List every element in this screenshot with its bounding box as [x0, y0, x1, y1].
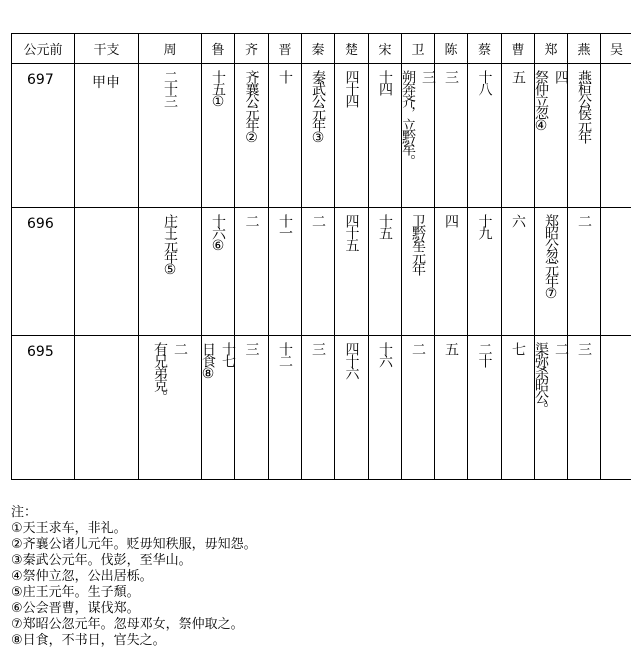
col-header-wu: 吴 [601, 34, 631, 64]
zheng-cell [535, 64, 568, 208]
table-row [12, 208, 631, 336]
cell-text: 四十六 [343, 342, 360, 378]
cell-text: 庄王元年⑤ [162, 214, 178, 276]
col-header-song: 宋 [369, 34, 402, 64]
cell-text: 十八 [476, 70, 493, 94]
cai-cell [468, 64, 502, 208]
chen-cell [435, 64, 468, 208]
jin-cell [269, 64, 302, 208]
cell-text: 朔奔齐，立黔牟。 [400, 70, 416, 166]
header-row [12, 34, 631, 64]
jin-cell [269, 208, 302, 336]
wu-cell [601, 208, 631, 336]
footnote: ④祭仲立忽，公出居栎。 [11, 569, 153, 584]
cell-text: 三 [443, 70, 459, 82]
cao-cell [502, 336, 535, 480]
col-header-qin: 秦 [302, 34, 335, 64]
yan-cell [568, 336, 601, 480]
cell-text: 二十 [476, 342, 493, 366]
qi-cell [235, 208, 269, 336]
footnote: ①天王求车，非礼。 [11, 521, 127, 536]
cell-text: 二 [410, 342, 426, 354]
chu-cell [335, 336, 369, 480]
cai-cell [468, 336, 502, 480]
cell-text: 二 [243, 214, 260, 226]
cao-cell [502, 208, 535, 336]
zheng-cell [535, 208, 568, 336]
footnote: ②齐襄公诸儿元年。贬毋知秩服，毋知怨。 [11, 537, 257, 552]
cell-text: 秦武公元年③ [310, 70, 326, 144]
col-header-zheng: 郑 [535, 34, 568, 64]
jin-cell [269, 336, 302, 480]
col-header-zhou: 周 [139, 34, 202, 64]
cell-text: 四 [553, 70, 569, 82]
cell-text: 二 [172, 342, 188, 354]
cell-text: 十四 [377, 70, 393, 94]
col-header-lu: 鲁 [202, 34, 235, 64]
footnote: ⑥公会晋曹，谋伐郑。 [11, 601, 140, 616]
lu-cell [202, 336, 235, 480]
cell-text: 十六⑥ [210, 214, 226, 252]
col-header-cai: 蔡 [468, 34, 502, 64]
col-header-chu: 楚 [335, 34, 369, 64]
cao-cell [502, 64, 535, 208]
cell-text: 四十五 [343, 214, 360, 250]
chu-cell [335, 64, 369, 208]
year-cell: 697 [27, 72, 54, 88]
wei-cell [402, 208, 435, 336]
lu-cell [202, 208, 235, 336]
cell-text: 十 [277, 70, 293, 82]
chronology-table [11, 33, 631, 480]
cell-text: 有兄弟克。 [152, 342, 168, 402]
footnotes [11, 505, 257, 649]
cell-text: 燕桓公侯元年 [576, 70, 592, 142]
cell-text: 二 [576, 214, 592, 226]
cell-text: 十七 [220, 342, 236, 366]
cell-text: 十二 [277, 342, 293, 366]
yan-cell [568, 64, 601, 208]
cell-text: 五 [510, 70, 526, 82]
col-header-qi: 齐 [235, 34, 269, 64]
col-header-yan: 燕 [568, 34, 601, 64]
cell-text: 十九 [476, 214, 493, 238]
wei-cell [402, 64, 435, 208]
qi-cell [235, 336, 269, 480]
cell-text: 十五 [377, 214, 393, 238]
ganzhi-cell: 甲申 [92, 75, 120, 91]
cell-text: 卫黔牟元年 [410, 214, 426, 274]
cell-text: 五 [443, 342, 459, 354]
zhou-cell [139, 64, 202, 208]
qin-cell [302, 64, 335, 208]
cell-text: 日食⑧ [200, 342, 216, 380]
cell-text: 三 [243, 342, 260, 354]
qi-cell [235, 64, 269, 208]
col-header-chen: 陈 [435, 34, 468, 64]
footnote: ③秦武公元年。伐彭，至华山。 [11, 553, 192, 568]
footnote: ⑤庄王元年。生子頹。 [11, 585, 140, 600]
col-header-ganzhi: 干支 [75, 34, 139, 64]
col-header-jin: 晋 [269, 34, 302, 64]
cell-text: 三 [310, 342, 326, 354]
table-row [12, 64, 631, 208]
col-header-cao: 曹 [502, 34, 535, 64]
chen-cell [435, 208, 468, 336]
cell-text: 四十四 [343, 70, 360, 106]
chu-cell [335, 208, 369, 336]
cell-text: 二 [310, 214, 326, 226]
zhou-cell [139, 336, 202, 480]
cell-text: 十六 [377, 342, 393, 366]
col-header-wei: 卫 [402, 34, 435, 64]
cell-text: 渠弥杀昭公。 [533, 342, 549, 414]
cell-text: 六 [510, 214, 526, 226]
year-cell: 696 [27, 216, 54, 232]
cell-text: 祭仲立忽④ [533, 70, 549, 132]
cell-text: 三 [420, 70, 436, 82]
col-header-year: 公元前 [12, 34, 75, 64]
song-cell [369, 64, 402, 208]
cell-text: 齐襄公元年② [243, 70, 260, 144]
footnote: ⑧日食，不书日，官失之。 [11, 633, 166, 648]
chen-cell [435, 336, 468, 480]
yan-cell [568, 208, 601, 336]
cell-text: 七 [510, 342, 526, 354]
cell-text: 四 [443, 214, 459, 226]
cell-text: 二 [553, 342, 569, 354]
qin-cell [302, 208, 335, 336]
cell-text: 三 [576, 342, 592, 354]
wu-cell [601, 336, 631, 480]
table-row [12, 336, 631, 480]
cell-text: 十一 [277, 214, 293, 238]
cell-text: 十五① [210, 70, 226, 108]
zhou-cell [139, 208, 202, 336]
song-cell [369, 336, 402, 480]
year-cell: 695 [27, 344, 54, 360]
lu-cell [202, 64, 235, 208]
cell-text: 二十三 [162, 70, 178, 106]
wu-cell [601, 64, 631, 208]
wei-cell [402, 336, 435, 480]
cell-text: 郑昭公忽元年⑦ [543, 214, 559, 300]
notes-title: 注： [11, 505, 38, 520]
zheng-cell [535, 336, 568, 480]
footnote: ⑦郑昭公忽元年。忽母邓女，祭仲取之。 [11, 617, 244, 632]
qin-cell [302, 336, 335, 480]
cai-cell [468, 208, 502, 336]
song-cell [369, 208, 402, 336]
